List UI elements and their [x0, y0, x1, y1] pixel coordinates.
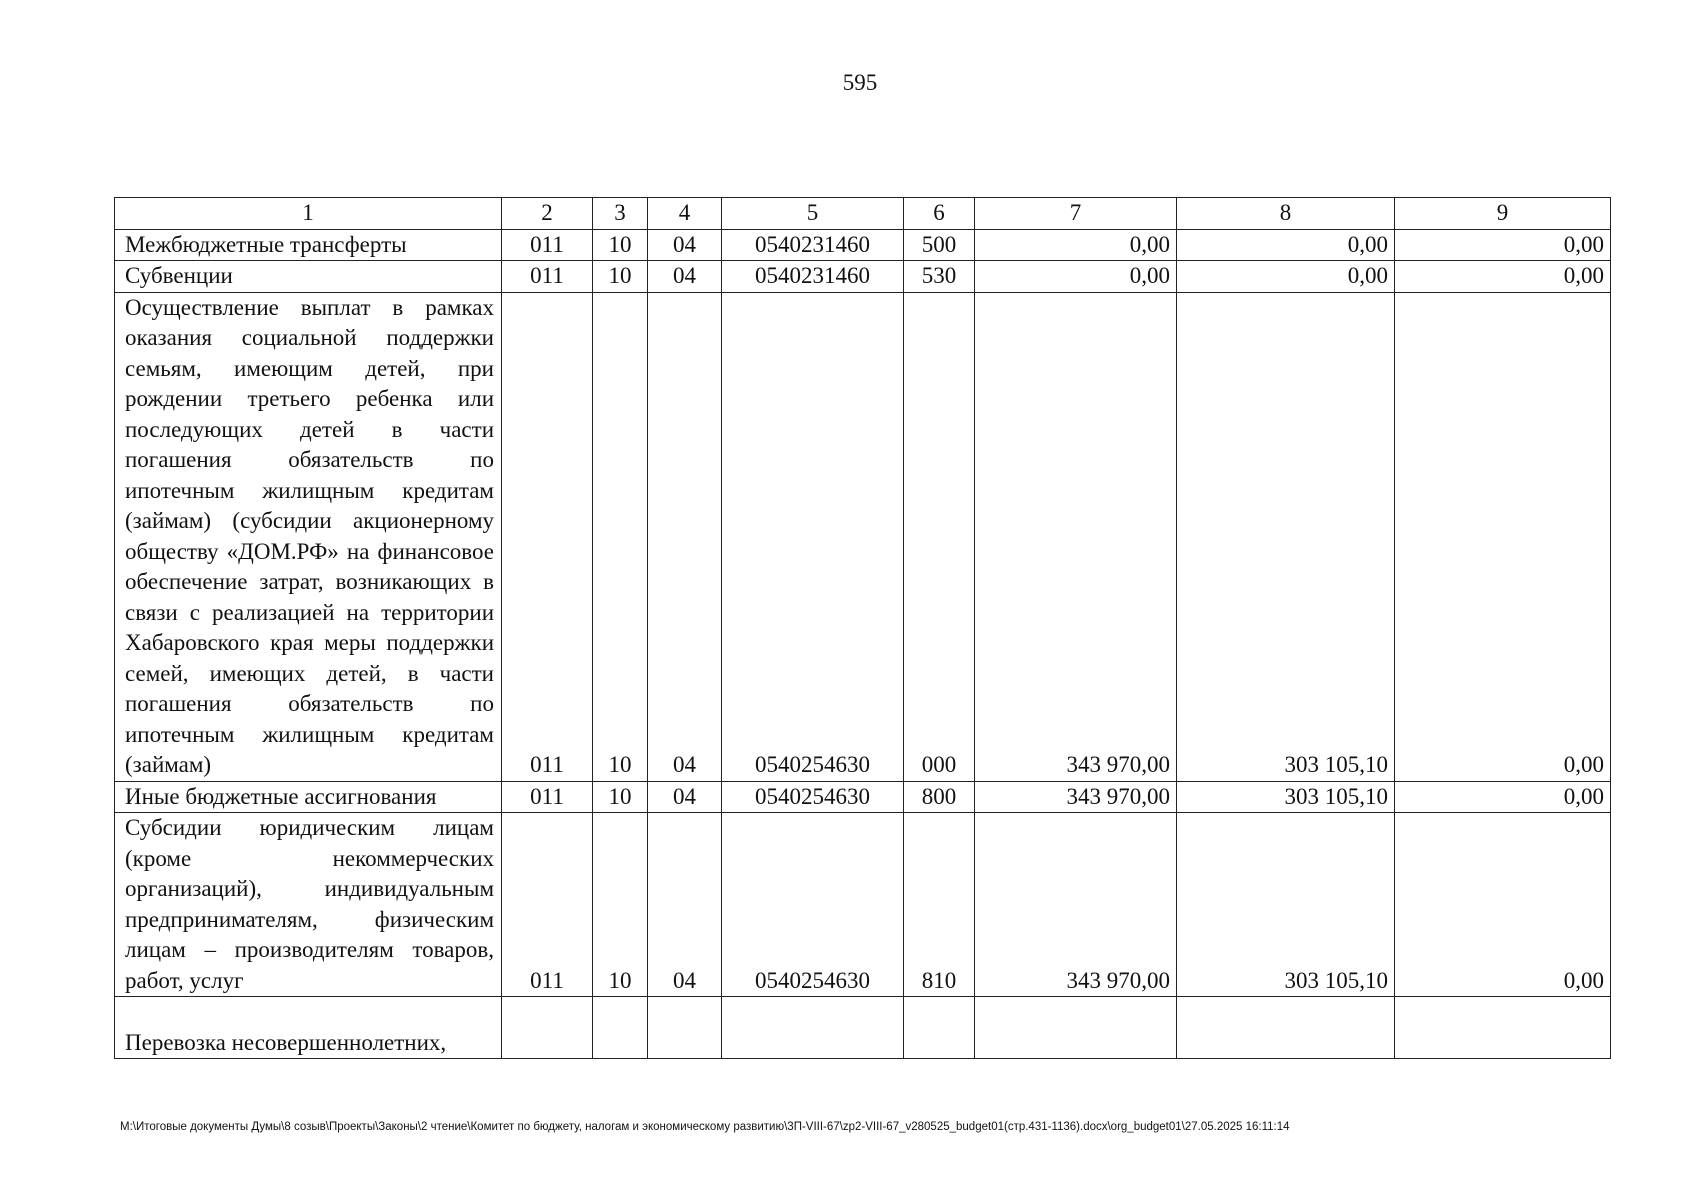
- cell-code: 000: [904, 292, 975, 781]
- table-row: [115, 997, 1611, 1059]
- header-row: [115, 198, 1611, 230]
- column-header: 5: [722, 198, 904, 230]
- cell-code: [722, 997, 904, 1059]
- table-row: [115, 781, 1611, 813]
- column-header: 3: [593, 198, 648, 230]
- cell-amount: 0,00: [1395, 813, 1611, 997]
- cell-code: [502, 997, 593, 1059]
- column-header: 6: [904, 198, 975, 230]
- table-row: [115, 813, 1611, 997]
- row-name: Субсидии юридическим лицам (кроме некоммерческих организаций), индивидуальным предпринимателям, физическим лицам – производителям товаров, работ, услуг: [115, 813, 502, 997]
- cell-code: 0540231460: [722, 261, 904, 293]
- cell-amount: [1395, 997, 1611, 1059]
- cell-code: 800: [904, 781, 975, 813]
- cell-amount: 303 105,10: [1177, 292, 1395, 781]
- cell-code: 011: [502, 781, 593, 813]
- cell-amount: 0,00: [1395, 292, 1611, 781]
- column-header: 8: [1177, 198, 1395, 230]
- cell-code: 04: [648, 261, 722, 293]
- cell-code: 011: [502, 813, 593, 997]
- cell-code: 04: [648, 292, 722, 781]
- cell-code: 04: [648, 781, 722, 813]
- cell-code: 500: [904, 229, 975, 261]
- column-header: 7: [975, 198, 1177, 230]
- cell-amount: [975, 997, 1177, 1059]
- column-header: 4: [648, 198, 722, 230]
- cell-code: 0540254630: [722, 781, 904, 813]
- row-name: Межбюджетные трансферты: [115, 229, 502, 261]
- cell-amount: 343 970,00: [975, 781, 1177, 813]
- cell-code: 0540254630: [722, 292, 904, 781]
- cell-code: 10: [593, 813, 648, 997]
- cell-code: [593, 997, 648, 1059]
- cell-amount: 303 105,10: [1177, 781, 1395, 813]
- cell-amount: 0,00: [1395, 229, 1611, 261]
- cell-code: 10: [593, 261, 648, 293]
- cell-amount: 0,00: [1395, 261, 1611, 293]
- page-number: 595: [842, 70, 878, 95]
- column-header: 1: [115, 198, 502, 230]
- cell-amount: 0,00: [1177, 229, 1395, 261]
- cell-amount: 343 970,00: [975, 813, 1177, 997]
- cell-code: 530: [904, 261, 975, 293]
- cell-amount: [1177, 997, 1395, 1059]
- row-name: Иные бюджетные ассигнования: [115, 781, 502, 813]
- cell-code: [648, 997, 722, 1059]
- column-header: 9: [1395, 198, 1611, 230]
- row-name: Субвенции: [115, 261, 502, 293]
- cell-amount: 0,00: [1395, 781, 1611, 813]
- row-name: Перевозка несовершеннолетних,: [115, 997, 502, 1059]
- table-row: [115, 261, 1611, 293]
- cell-code: 0540231460: [722, 229, 904, 261]
- cell-amount: 343 970,00: [975, 292, 1177, 781]
- table-row: [115, 292, 1611, 781]
- cell-amount: 0,00: [975, 261, 1177, 293]
- cell-code: [904, 997, 975, 1059]
- cell-code: 810: [904, 813, 975, 997]
- cell-amount: 303 105,10: [1177, 813, 1395, 997]
- cell-code: 10: [593, 292, 648, 781]
- cell-amount: 0,00: [1177, 261, 1395, 293]
- cell-code: 04: [648, 229, 722, 261]
- cell-code: 011: [502, 292, 593, 781]
- row-name: Осуществление выплат в рамках оказания социальной поддержки семьям, имеющим детей, при рождении третьего ребенка или последующих детей в части погашения обязательств по ипотечным жилищным кредитам (займам) (субсидии акционерному обществу «ДОМ.РФ» на финансовое обеспечение затрат, возникающих в связи с реализацией на территории Хабаровского края меры поддержки семей, имеющих детей, в части погашения обязательств по ипотечным жилищным кредитам (займам): [115, 292, 502, 781]
- cell-code: 10: [593, 781, 648, 813]
- cell-amount: 0,00: [975, 229, 1177, 261]
- cell-code: 10: [593, 229, 648, 261]
- table-row: [115, 229, 1611, 261]
- cell-code: 04: [648, 813, 722, 997]
- budget-table: [114, 197, 1611, 1059]
- file-path-footer: М:\Итоговые документы Думы\8 созыв\Проекты\Законы\2 чтение\Комитет по бюджету, налогам и экономическому развитию\3П-VIII-67\zp2-VIII-67_v280525_budget01(стр.431-1136).docx\org_budget01\27.05.2025 16:11:14: [120, 1121, 1290, 1133]
- cell-code: 011: [502, 229, 593, 261]
- cell-code: 0540254630: [722, 813, 904, 997]
- cell-code: 011: [502, 261, 593, 293]
- column-header: 2: [502, 198, 593, 230]
